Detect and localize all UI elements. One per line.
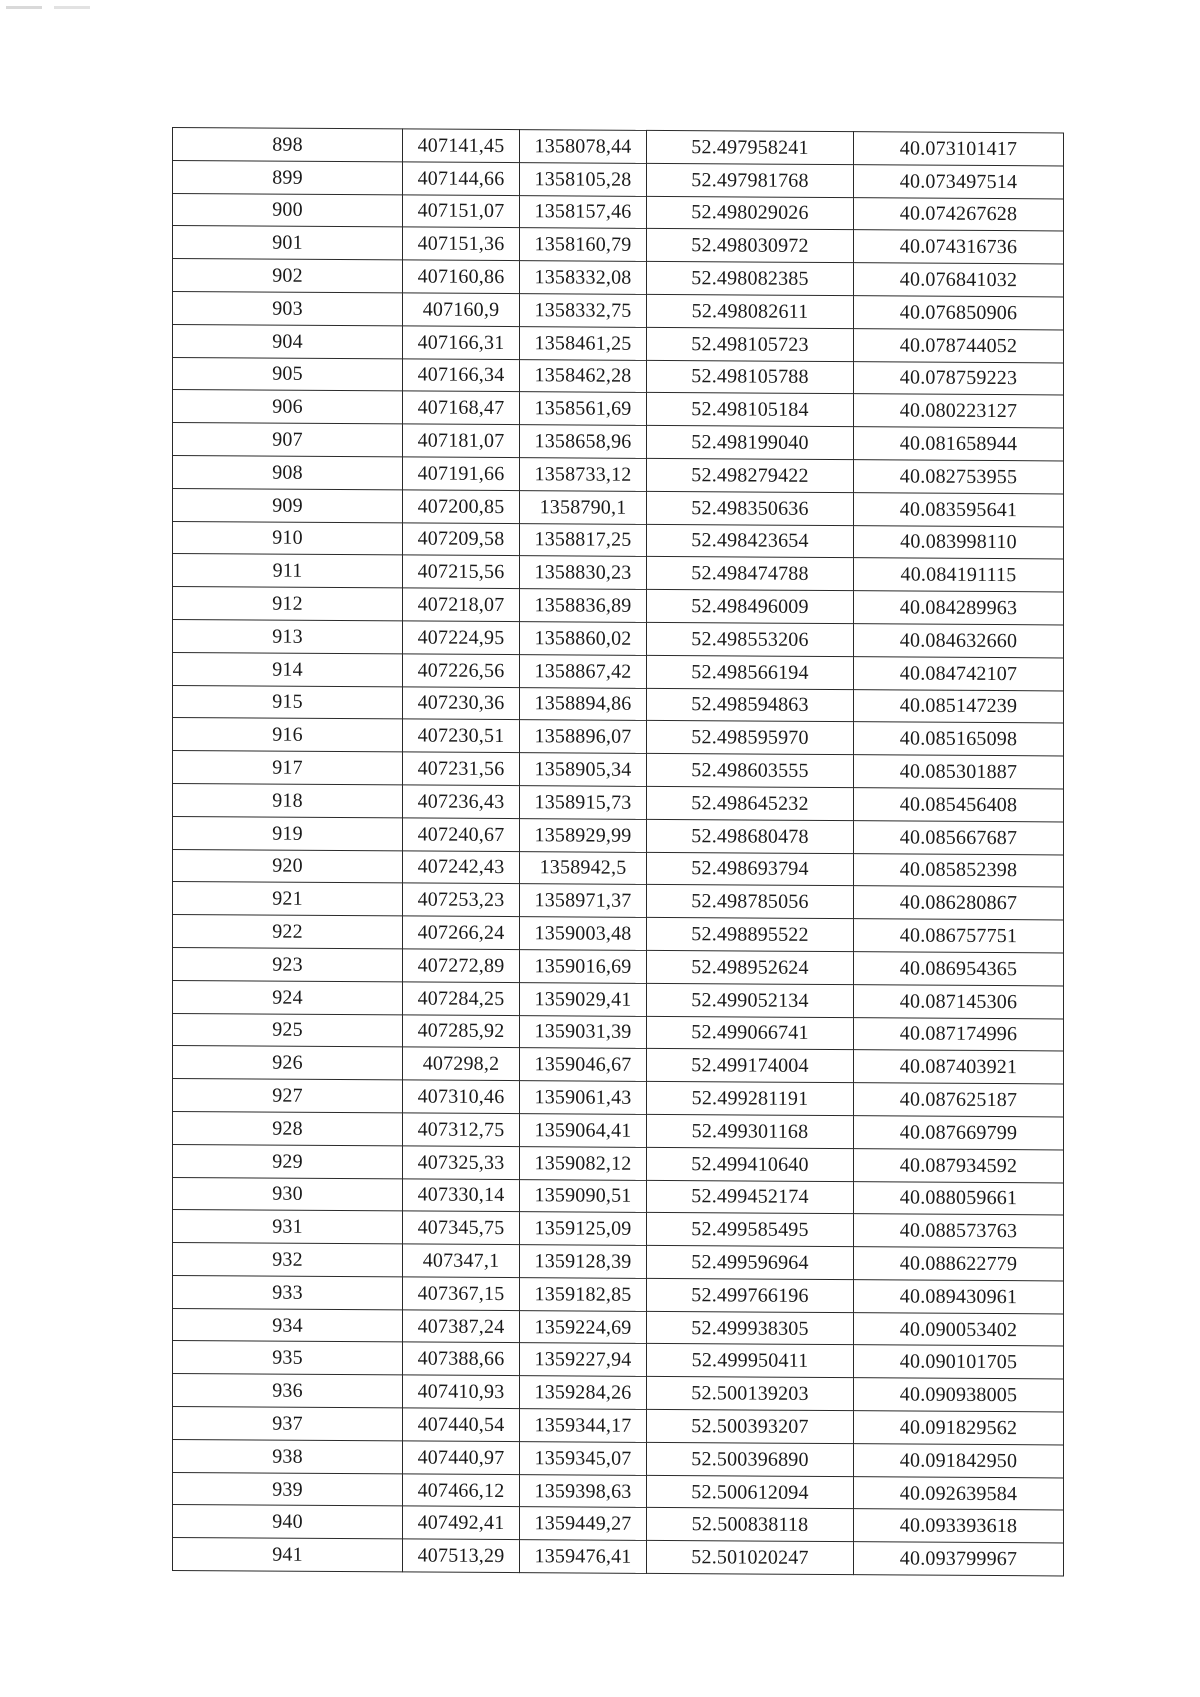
latitude-cell: 52.498895522 (647, 918, 854, 952)
x-coordinate-cell: 407242,43 (403, 850, 520, 884)
table-row (173, 1341, 1064, 1379)
y-coordinate-cell: 1358160,79 (520, 228, 647, 262)
latitude-cell: 52.498082385 (647, 262, 854, 296)
point-number-cell: 915 (173, 685, 403, 719)
x-coordinate-cell: 407191,66 (403, 457, 520, 491)
latitude-cell: 52.498279422 (647, 458, 854, 492)
latitude-cell: 52.499950411 (647, 1344, 854, 1378)
table-row (173, 783, 1064, 821)
longitude-cell: 40.088059661 (854, 1181, 1064, 1215)
longitude-cell: 40.074267628 (854, 197, 1064, 231)
x-coordinate-cell: 407367,15 (403, 1277, 520, 1311)
point-number-cell: 913 (173, 619, 403, 653)
latitude-cell: 52.500139203 (647, 1377, 854, 1411)
y-coordinate-cell: 1358905,34 (520, 753, 647, 787)
y-coordinate-cell: 1359344,17 (520, 1409, 647, 1443)
table-row (173, 947, 1064, 985)
x-coordinate-cell: 407166,34 (403, 358, 520, 392)
longitude-cell: 40.083595641 (854, 492, 1064, 526)
x-coordinate-cell: 407224,95 (403, 621, 520, 655)
longitude-cell: 40.084742107 (854, 656, 1064, 690)
x-coordinate-cell: 407440,97 (403, 1441, 520, 1475)
point-number-cell: 931 (173, 1210, 403, 1244)
table-row (173, 980, 1064, 1018)
latitude-cell: 52.498030972 (647, 229, 854, 263)
point-number-cell: 936 (173, 1374, 403, 1408)
latitude-cell: 52.498496009 (647, 590, 854, 624)
longitude-cell: 40.091842950 (854, 1444, 1064, 1478)
longitude-cell: 40.084632660 (854, 624, 1064, 658)
table-row (173, 160, 1064, 198)
point-number-cell: 905 (173, 357, 403, 391)
y-coordinate-cell: 1359061,43 (520, 1081, 647, 1115)
x-coordinate-cell: 407160,86 (403, 260, 520, 294)
point-number-cell: 926 (173, 1046, 403, 1080)
longitude-cell: 40.078759223 (854, 361, 1064, 395)
longitude-cell: 40.091829562 (854, 1411, 1064, 1445)
table-row (173, 1210, 1064, 1248)
longitude-cell: 40.088622779 (854, 1247, 1064, 1281)
longitude-cell: 40.087934592 (854, 1148, 1064, 1182)
latitude-cell: 52.500396890 (647, 1442, 854, 1476)
x-coordinate-cell: 407181,07 (403, 424, 520, 458)
y-coordinate-cell: 1358894,86 (520, 687, 647, 721)
table-row (173, 1013, 1064, 1051)
point-number-cell: 922 (173, 915, 403, 949)
y-coordinate-cell: 1358830,23 (520, 556, 647, 590)
y-coordinate-cell: 1358561,69 (520, 392, 647, 426)
y-coordinate-cell: 1358836,89 (520, 589, 647, 623)
point-number-cell: 935 (173, 1341, 403, 1375)
x-coordinate-cell: 407285,92 (403, 1014, 520, 1048)
table-row (173, 1374, 1064, 1412)
latitude-cell: 52.499052134 (647, 983, 854, 1017)
table-row (173, 718, 1064, 756)
point-number-cell: 898 (173, 128, 403, 162)
table-row (173, 1046, 1064, 1084)
latitude-cell: 52.498680478 (647, 819, 854, 853)
longitude-cell: 40.092639584 (854, 1476, 1064, 1510)
latitude-cell: 52.497958241 (647, 130, 854, 164)
x-coordinate-cell: 407466,12 (403, 1474, 520, 1508)
x-coordinate-cell: 407144,66 (403, 162, 520, 196)
latitude-cell: 52.500838118 (647, 1508, 854, 1542)
point-number-cell: 901 (173, 226, 403, 260)
longitude-cell: 40.080223127 (854, 394, 1064, 428)
latitude-cell: 52.499596964 (647, 1245, 854, 1279)
x-coordinate-cell: 407325,33 (403, 1146, 520, 1180)
x-coordinate-cell: 407215,56 (403, 555, 520, 589)
table-row (173, 357, 1064, 395)
x-coordinate-cell: 407410,93 (403, 1375, 520, 1409)
y-coordinate-cell: 1359449,27 (520, 1507, 647, 1541)
point-number-cell: 923 (173, 947, 403, 981)
latitude-cell: 52.498595970 (647, 721, 854, 755)
longitude-cell: 40.085147239 (854, 689, 1064, 723)
point-number-cell: 941 (173, 1538, 403, 1572)
x-coordinate-cell: 407141,45 (403, 129, 520, 163)
longitude-cell: 40.084191115 (854, 558, 1064, 592)
latitude-cell: 52.498105723 (647, 327, 854, 361)
longitude-cell: 40.085852398 (854, 853, 1064, 887)
point-number-cell: 938 (173, 1439, 403, 1473)
table-row (173, 1144, 1064, 1182)
y-coordinate-cell: 1358157,46 (520, 195, 647, 229)
table-row (173, 751, 1064, 789)
point-number-cell: 911 (173, 554, 403, 588)
table-row (173, 324, 1064, 362)
longitude-cell: 40.082753955 (854, 460, 1064, 494)
table-row (173, 816, 1064, 854)
y-coordinate-cell: 1359003,48 (520, 917, 647, 951)
y-coordinate-cell: 1358332,75 (520, 294, 647, 328)
point-number-cell: 933 (173, 1275, 403, 1309)
latitude-cell: 52.497981768 (647, 163, 854, 197)
y-coordinate-cell: 1359090,51 (520, 1179, 647, 1213)
longitude-cell: 40.089430961 (854, 1280, 1064, 1314)
y-coordinate-cell: 1359398,63 (520, 1474, 647, 1508)
longitude-cell: 40.087669799 (854, 1116, 1064, 1150)
x-coordinate-cell: 407151,36 (403, 227, 520, 261)
table-row (173, 1538, 1064, 1576)
y-coordinate-cell: 1358105,28 (520, 162, 647, 196)
point-number-cell: 934 (173, 1308, 403, 1342)
y-coordinate-cell: 1359182,85 (520, 1278, 647, 1312)
latitude-cell: 52.498952624 (647, 950, 854, 984)
y-coordinate-cell: 1359128,39 (520, 1245, 647, 1279)
point-number-cell: 902 (173, 259, 403, 293)
longitude-cell: 40.073497514 (854, 164, 1064, 198)
table-row (173, 1275, 1064, 1313)
latitude-cell: 52.500612094 (647, 1475, 854, 1509)
y-coordinate-cell: 1358461,25 (520, 326, 647, 360)
latitude-cell: 52.498423654 (647, 524, 854, 558)
latitude-cell: 52.498029026 (647, 196, 854, 230)
x-coordinate-cell: 407200,85 (403, 490, 520, 524)
table-row (173, 1472, 1064, 1510)
table-row (173, 619, 1064, 657)
table-row (173, 1079, 1064, 1117)
document-page (172, 127, 1063, 1577)
latitude-cell: 52.499301168 (647, 1114, 854, 1148)
y-coordinate-cell: 1358658,96 (520, 425, 647, 459)
x-coordinate-cell: 407231,56 (403, 752, 520, 786)
x-coordinate-cell: 407151,07 (403, 195, 520, 229)
point-number-cell: 909 (173, 488, 403, 522)
y-coordinate-cell: 1359082,12 (520, 1146, 647, 1180)
table-row (173, 193, 1064, 231)
latitude-cell: 52.498350636 (647, 491, 854, 525)
x-coordinate-cell: 407230,36 (403, 686, 520, 720)
x-coordinate-cell: 407160,9 (403, 293, 520, 327)
longitude-cell: 40.087403921 (854, 1050, 1064, 1084)
x-coordinate-cell: 407330,14 (403, 1178, 520, 1212)
latitude-cell: 52.498474788 (647, 557, 854, 591)
latitude-cell: 52.498693794 (647, 852, 854, 886)
y-coordinate-cell: 1359125,09 (520, 1212, 647, 1246)
table-row (173, 390, 1064, 428)
x-coordinate-cell: 407272,89 (403, 949, 520, 983)
latitude-cell: 52.498553206 (647, 622, 854, 656)
table-row (173, 1407, 1064, 1445)
x-coordinate-cell: 407166,31 (403, 326, 520, 360)
table-row (173, 849, 1064, 887)
table-row (173, 128, 1064, 166)
point-number-cell: 904 (173, 324, 403, 358)
latitude-cell: 52.498105184 (647, 393, 854, 427)
longitude-cell: 40.076850906 (854, 296, 1064, 330)
longitude-cell: 40.090938005 (854, 1378, 1064, 1412)
table-row (173, 587, 1064, 625)
point-number-cell: 908 (173, 455, 403, 489)
latitude-cell: 52.499066741 (647, 1016, 854, 1050)
x-coordinate-cell: 407218,07 (403, 588, 520, 622)
x-coordinate-cell: 407253,23 (403, 883, 520, 917)
longitude-cell: 40.086280867 (854, 886, 1064, 920)
point-number-cell: 919 (173, 816, 403, 850)
y-coordinate-cell: 1358971,37 (520, 884, 647, 918)
latitude-cell: 52.499281191 (647, 1082, 854, 1116)
longitude-cell: 40.093799967 (854, 1542, 1064, 1576)
table-row (173, 1439, 1064, 1477)
x-coordinate-cell: 407266,24 (403, 916, 520, 950)
y-coordinate-cell: 1359046,67 (520, 1048, 647, 1082)
point-number-cell: 937 (173, 1407, 403, 1441)
latitude-cell: 52.499938305 (647, 1311, 854, 1345)
y-coordinate-cell: 1358817,25 (520, 523, 647, 557)
point-number-cell: 907 (173, 423, 403, 457)
y-coordinate-cell: 1359227,94 (520, 1343, 647, 1377)
latitude-cell: 52.501020247 (647, 1541, 854, 1575)
table-row (173, 488, 1064, 526)
x-coordinate-cell: 407209,58 (403, 522, 520, 556)
y-coordinate-cell: 1359064,41 (520, 1114, 647, 1148)
longitude-cell: 40.085165098 (854, 722, 1064, 756)
y-coordinate-cell: 1359029,41 (520, 982, 647, 1016)
y-coordinate-cell: 1358790,1 (520, 490, 647, 524)
table-row (173, 1308, 1064, 1346)
y-coordinate-cell: 1359476,41 (520, 1540, 647, 1574)
point-number-cell: 910 (173, 521, 403, 555)
scan-artifact (6, 6, 126, 9)
x-coordinate-cell: 407298,2 (403, 1047, 520, 1081)
y-coordinate-cell: 1358078,44 (520, 130, 647, 164)
x-coordinate-cell: 407236,43 (403, 785, 520, 819)
point-number-cell: 917 (173, 751, 403, 785)
x-coordinate-cell: 407387,24 (403, 1310, 520, 1344)
longitude-cell: 40.093393618 (854, 1509, 1064, 1543)
point-number-cell: 939 (173, 1472, 403, 1506)
latitude-cell: 52.499585495 (647, 1213, 854, 1247)
table-row (173, 226, 1064, 264)
coordinates-table (172, 127, 1064, 1577)
y-coordinate-cell: 1358915,73 (520, 786, 647, 820)
y-coordinate-cell: 1358733,12 (520, 458, 647, 492)
point-number-cell: 903 (173, 291, 403, 325)
x-coordinate-cell: 407388,66 (403, 1342, 520, 1376)
latitude-cell: 52.498594863 (647, 688, 854, 722)
x-coordinate-cell: 407347,1 (403, 1244, 520, 1278)
table-row (173, 685, 1064, 723)
table-row (173, 1111, 1064, 1149)
table-row (173, 423, 1064, 461)
longitude-cell: 40.090101705 (854, 1345, 1064, 1379)
y-coordinate-cell: 1359224,69 (520, 1310, 647, 1344)
y-coordinate-cell: 1358332,08 (520, 261, 647, 295)
point-number-cell: 921 (173, 882, 403, 916)
point-number-cell: 918 (173, 783, 403, 817)
longitude-cell: 40.086757751 (854, 919, 1064, 953)
x-coordinate-cell: 407168,47 (403, 391, 520, 425)
table-row (173, 259, 1064, 297)
latitude-cell: 52.499452174 (647, 1180, 854, 1214)
latitude-cell: 52.499174004 (647, 1049, 854, 1083)
y-coordinate-cell: 1359345,07 (520, 1441, 647, 1475)
y-coordinate-cell: 1358462,28 (520, 359, 647, 393)
latitude-cell: 52.498082611 (647, 294, 854, 328)
longitude-cell: 40.084289963 (854, 591, 1064, 625)
longitude-cell: 40.085301887 (854, 755, 1064, 789)
point-number-cell: 929 (173, 1144, 403, 1178)
table-row (173, 521, 1064, 559)
point-number-cell: 924 (173, 980, 403, 1014)
longitude-cell: 40.081658944 (854, 427, 1064, 461)
latitude-cell: 52.498199040 (647, 426, 854, 460)
x-coordinate-cell: 407312,75 (403, 1113, 520, 1147)
longitude-cell: 40.085667687 (854, 820, 1064, 854)
longitude-cell: 40.076841032 (854, 263, 1064, 297)
longitude-cell: 40.078744052 (854, 328, 1064, 362)
point-number-cell: 925 (173, 1013, 403, 1047)
x-coordinate-cell: 407440,54 (403, 1408, 520, 1442)
point-number-cell: 900 (173, 193, 403, 227)
table-row (173, 915, 1064, 953)
latitude-cell: 52.498785056 (647, 885, 854, 919)
point-number-cell: 927 (173, 1079, 403, 1113)
point-number-cell: 906 (173, 390, 403, 424)
table-row (173, 455, 1064, 493)
longitude-cell: 40.087145306 (854, 984, 1064, 1018)
table-row (173, 1505, 1064, 1543)
point-number-cell: 899 (173, 160, 403, 194)
table-row (173, 882, 1064, 920)
point-number-cell: 932 (173, 1243, 403, 1277)
x-coordinate-cell: 407284,25 (403, 982, 520, 1016)
latitude-cell: 52.498105788 (647, 360, 854, 394)
point-number-cell: 914 (173, 652, 403, 686)
x-coordinate-cell: 407226,56 (403, 654, 520, 688)
y-coordinate-cell: 1358929,99 (520, 818, 647, 852)
table-row (173, 291, 1064, 329)
point-number-cell: 930 (173, 1177, 403, 1211)
x-coordinate-cell: 407345,75 (403, 1211, 520, 1245)
longitude-cell: 40.088573763 (854, 1214, 1064, 1248)
point-number-cell: 912 (173, 587, 403, 621)
point-number-cell: 916 (173, 718, 403, 752)
latitude-cell: 52.499410640 (647, 1147, 854, 1181)
latitude-cell: 52.498566194 (647, 655, 854, 689)
point-number-cell: 940 (173, 1505, 403, 1539)
point-number-cell: 928 (173, 1111, 403, 1145)
y-coordinate-cell: 1358860,02 (520, 622, 647, 656)
y-coordinate-cell: 1359284,26 (520, 1376, 647, 1410)
x-coordinate-cell: 407310,46 (403, 1080, 520, 1114)
x-coordinate-cell: 407513,29 (403, 1539, 520, 1573)
longitude-cell: 40.090053402 (854, 1312, 1064, 1346)
table-row (173, 652, 1064, 690)
longitude-cell: 40.074316736 (854, 230, 1064, 264)
longitude-cell: 40.086954365 (854, 952, 1064, 986)
table-row (173, 1177, 1064, 1215)
x-coordinate-cell: 407230,51 (403, 719, 520, 753)
y-coordinate-cell: 1358896,07 (520, 720, 647, 754)
y-coordinate-cell: 1358867,42 (520, 654, 647, 688)
y-coordinate-cell: 1358942,5 (520, 851, 647, 885)
latitude-cell: 52.499766196 (647, 1278, 854, 1312)
longitude-cell: 40.073101417 (854, 132, 1064, 166)
table-row (173, 1243, 1064, 1281)
x-coordinate-cell: 407492,41 (403, 1506, 520, 1540)
table-row (173, 554, 1064, 592)
longitude-cell: 40.083998110 (854, 525, 1064, 559)
point-number-cell: 920 (173, 849, 403, 883)
y-coordinate-cell: 1359016,69 (520, 950, 647, 984)
longitude-cell: 40.085456408 (854, 788, 1064, 822)
latitude-cell: 52.498645232 (647, 786, 854, 820)
latitude-cell: 52.500393207 (647, 1409, 854, 1443)
coordinates-table-body (173, 128, 1064, 1577)
y-coordinate-cell: 1359031,39 (520, 1015, 647, 1049)
longitude-cell: 40.087625187 (854, 1083, 1064, 1117)
x-coordinate-cell: 407240,67 (403, 818, 520, 852)
latitude-cell: 52.498603555 (647, 754, 854, 788)
longitude-cell: 40.087174996 (854, 1017, 1064, 1051)
